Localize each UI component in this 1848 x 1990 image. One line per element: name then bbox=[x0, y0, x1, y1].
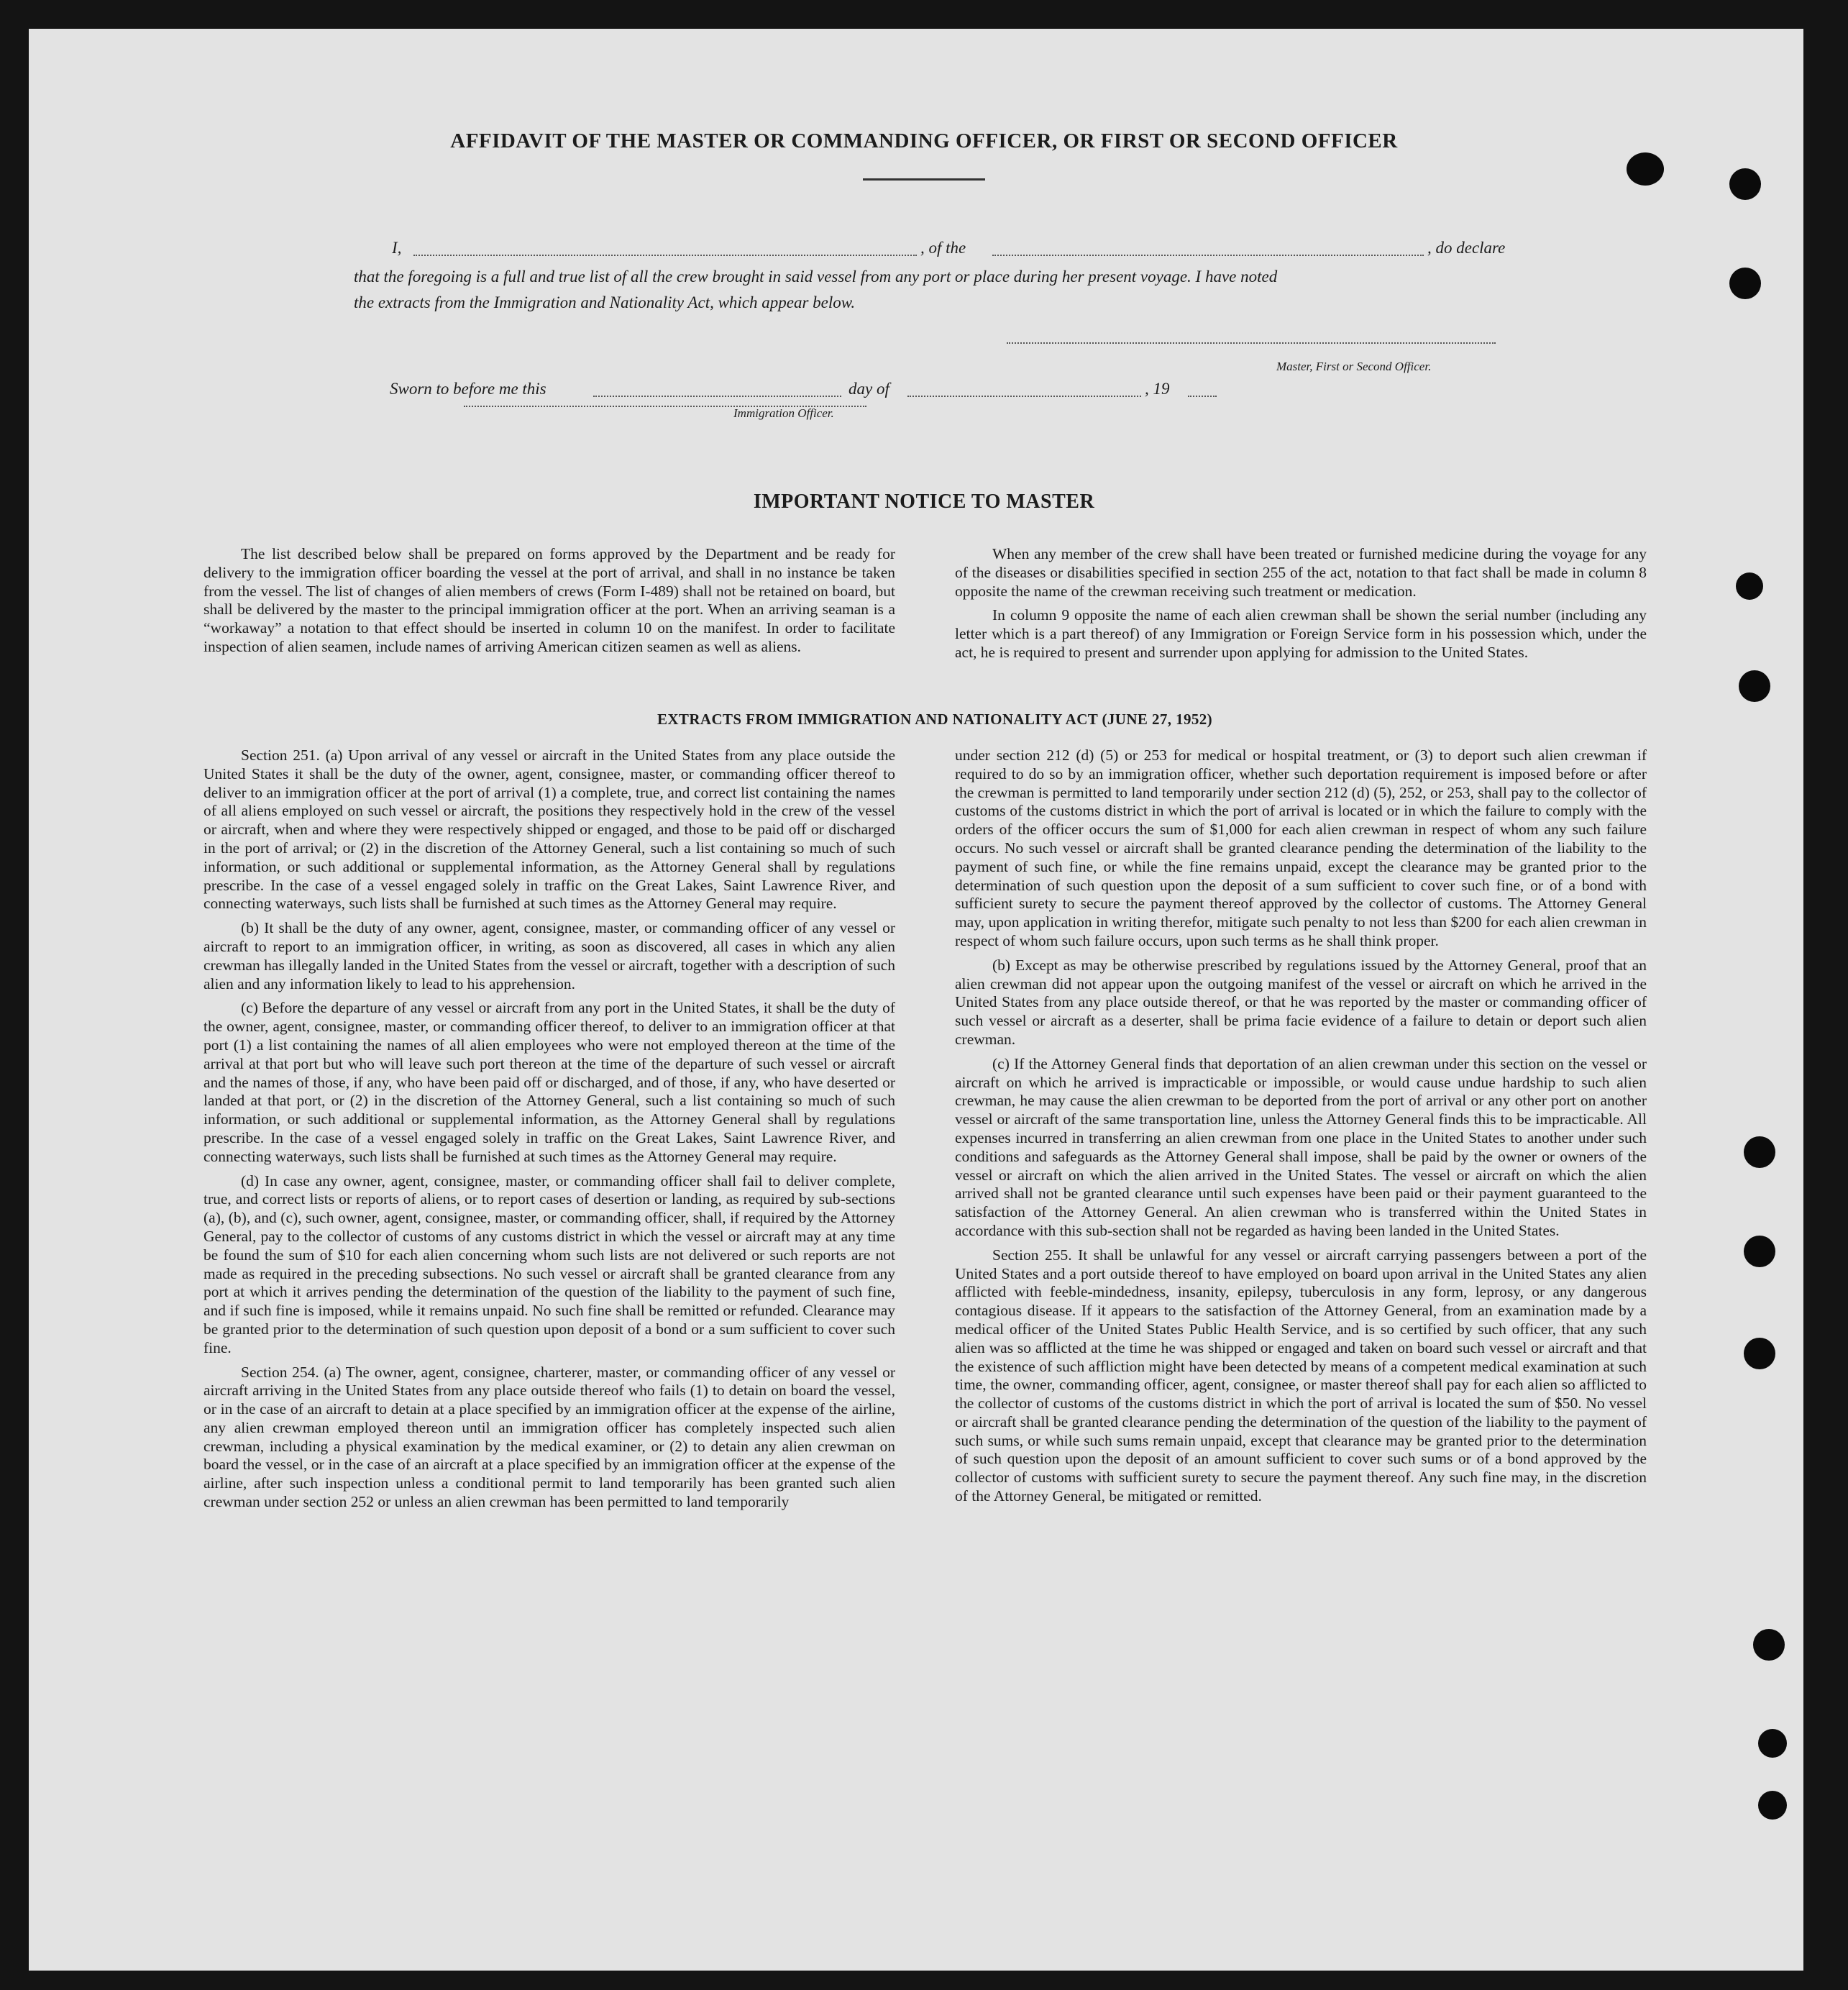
day-of-label: day of bbox=[848, 380, 889, 398]
section-254-c: (c) If the Attorney General finds that deportation of an alien crewman under this section on the vessel or aircraft on which he arrived is impracticable or impossible, or would cause undue hardship to such alien crewman, he may cause the alien crewman to be deported from the port of arrival or any other port on another vessel or aircraft of the same transportation line, unless the Attorney General finds this to be impracticable. All expenses incurred in transferring an alien crewman from one place in the United States to another under such conditions and safeguards as the Attorney General shall impose, shall be paid by the owner or owners of the vessel or aircraft on which the alien arrived in the United States. The vessel or aircraft on which the alien arrived shall not be granted clearance until such expenses have been paid or their payment guaranteed to the satisfaction of the Attorney General. An alien crewman who is transferred within the United States in accordance with this sub-section shall not be regarded as having been landed in the United States. bbox=[955, 1054, 1647, 1239]
sworn-day-blank[interactable] bbox=[593, 383, 841, 397]
notice-right-paragraph-2: In column 9 opposite the name of each alien crewman shall be shown the serial number (including any letter which is a part thereof) of any Immigration or Foreign Service form in his possession which, under the act, he is required to present and surrender upon applying for admission to the United States. bbox=[955, 606, 1647, 661]
declaration-text-2: the extracts from the Immigration and Nationality Act, which appear below. bbox=[354, 293, 856, 311]
vessel-blank[interactable] bbox=[992, 242, 1424, 256]
notice-heading: IMPORTANT NOTICE TO MASTER bbox=[753, 490, 1095, 513]
section-254-a: Section 254. (a) The owner, agent, consignee, charterer, master, or commanding officer of any vessel or aircraft arriving in the United States from any place outside thereof who fails (1) to detain on board the vessel, or in the case of an aircraft to detain at a place specified by an immigration officer at the expense of the airline, any alien crewman employed thereon until an immigration officer has completely inspected such alien crewman, including a physical examination by the medical examiner, or (2) to detain any alien crewman on board the vessel, or in the case of an aircraft at a place specified by an immigration officer at the expense of the airline, after such inspection unless a conditional permit to land temporarily has been granted such alien crewman under section 252 or unless an alien crewman has been permitted to land temporarily bbox=[203, 1363, 895, 1511]
year-blank[interactable] bbox=[1188, 383, 1217, 397]
section-254-b: (b) Except as may be otherwise prescribed by regulations issued by the Attorney General, proof that an alien crewman did not appear upon the outgoing manifest of the vessel or aircraft on which he arrived in the United States from any place outside thereof, or that he was reported by the master or commanding officer of such vessel or aircraft as a deserter, shall be prima facie evidence of a failure to detain or deport such alien crewman. bbox=[955, 956, 1647, 1048]
punch-hole bbox=[1744, 1236, 1775, 1267]
section-251-c: (c) Before the departure of any vessel or aircraft from any port in the United States, it shall be the duty of the owner, agent, consignee, master, or commanding officer thereof, to deliver to an immigration officer at that port (1) a list containing the names of all alien employees who were not employed thereon at the time of the arrival at that port but who will leave such port thereon at the time of the departure of such vessel or aircraft and the names of those, if any, who have been paid off or discharged, and of those, if any, who have deserted or landed at that port, or (2) in the discretion of the Attorney General, such a list containing so much of such information, or such additional or supplemental information, as the Attorney General shall by regulations prescribe. In the case of a vessel engaged solely in traffic on the Great Lakes, Saint Lawrence River, and connecting waterways, such lists shall be furnished at such times as the Attorney General may require. bbox=[203, 999, 895, 1165]
punch-hole bbox=[1729, 168, 1761, 200]
affidavit-title: AFFIDAVIT OF THE MASTER OR COMMANDING OFFICER, OR FIRST OR SECOND OFFICER bbox=[450, 129, 1398, 152]
section-251-a: Section 251. (a) Upon arrival of any vessel or aircraft in the United States from any place outside the United States it shall be the duty of the owner, agent, consignee, master, or commanding officer thereof to deliver to an immigration officer at the port of arrival (1) a complete, true, and correct list containing the names of all aliens employed on such vessel or aircraft, the positions they respectively hold in the crew of the vessel or aircraft, when and where they were respectively shipped or engaged, and those to be paid off or discharged in the port of arrival; or (2) in the discretion of the Attorney General, such a list containing so much of such information, or such additional or supplemental information, as the Attorney General shall by regulations prescribe. In the case of a vessel engaged solely in traffic on the Great Lakes, Saint Lawrence River, and connecting waterways, such lists shall be furnished at such times as the Attorney General may require. bbox=[203, 747, 895, 913]
name-blank[interactable] bbox=[413, 242, 917, 256]
punch-hole bbox=[1736, 572, 1763, 600]
punch-hole bbox=[1753, 1629, 1785, 1661]
punch-hole bbox=[1758, 1791, 1787, 1820]
master-caption: Master, First or Second Officer. bbox=[1276, 360, 1432, 373]
master-signature-line[interactable] bbox=[1007, 338, 1496, 344]
extracts-heading: EXTRACTS FROM IMMIGRATION AND NATIONALITY ACT (JUNE 27, 1952) bbox=[657, 711, 1213, 728]
notice-right-column bbox=[955, 545, 1647, 668]
section-251-b: (b) It shall be the duty of any owner, agent, consignee, master, or commanding officer of any vessel or aircraft to report to an immigration officer, in writing, as soon as discovered, all cases in which any alien crewman has illegally landed in the United States from the vessel or aircraft, together with a description of such alien and any information likely to lead to his apprehension. bbox=[203, 919, 895, 992]
punch-hole bbox=[1627, 152, 1664, 186]
punch-hole bbox=[1739, 670, 1770, 702]
notice-right-paragraph-1: When any member of the crew shall have been treated or furnished medicine during the voyage for any of the diseases or disabilities specified in section 255 of the act, notation to that fact shall be made in column 8 opposite the name of the crewman receiving such treatment or medication. bbox=[955, 545, 1647, 600]
declaration-text-1: that the foregoing is a full and true list of all the crew brought in said vessel from any port or place during her present voyage. I have noted bbox=[354, 268, 1278, 286]
punch-hole bbox=[1744, 1136, 1775, 1168]
declare-of-the: , of the bbox=[920, 239, 966, 257]
title-rule bbox=[863, 178, 985, 181]
punch-hole bbox=[1758, 1729, 1787, 1758]
officer-caption: Immigration Officer. bbox=[733, 406, 834, 420]
extracts-right-column bbox=[955, 747, 1647, 1512]
punch-hole bbox=[1744, 1338, 1775, 1369]
month-blank[interactable] bbox=[907, 383, 1141, 397]
notice-left-column bbox=[203, 545, 895, 662]
extracts-left-column bbox=[203, 747, 895, 1517]
section-254-a-continued: under section 212 (d) (5) or 253 for medical or hospital treatment, or (3) to deport such alien crewman if required to do so by an immigration officer, whether such deportation requirement is imposed before or after the crewman is permitted to land temporarily under section 212 (d) (5), 252, or 253, shall pay to the collector of customs of the customs district in which the port of arrival is located or in which the failure to comply with the orders of the officer occurs the sum of $1,000 for each alien crewman in respect of whom any such failure occurs. No such vessel or aircraft shall be granted clearance pending the determination of the liability to the payment of such fine, or while the fine remains unpaid, except the clearance may be granted prior to the determination of such question upon the deposit of a sum sufficient to cover such fine, or of a bond with sufficient surety to secure the payment thereof approved by the collector of customs. The Attorney General may, upon application in writing therefor, mitigate such penalty to not less than $200 for each alien crewman in respect of whom such failure occurs, upon such terms as he shall think proper. bbox=[955, 747, 1647, 949]
year-label: , 19 bbox=[1145, 380, 1170, 398]
document-page bbox=[29, 29, 1803, 1971]
sworn-label: Sworn to before me this bbox=[390, 380, 546, 398]
declare-do-declare: , do declare bbox=[1427, 239, 1506, 257]
declare-i: I, bbox=[392, 239, 402, 257]
punch-hole bbox=[1729, 268, 1761, 299]
notice-left-paragraph: The list described below shall be prepared on forms approved by the Department and be ready for delivery to the immigration officer boarding the vessel at the port of arrival, and shall in no instance be taken from the vessel. The list of changes of alien members of crews (Form I-489) shall not be retained on board, but shall be delivered by the master to the principal immigration officer at the port. When an arriving seaman is a “workaway” a notation to that effect should be inserted in column 10 on the manifest. In order to facilitate inspection of alien seamen, include names of arriving American citizen seamen as well as aliens. bbox=[203, 545, 895, 655]
section-255: Section 255. It shall be unlawful for any vessel or aircraft carrying passengers between a port of the United States and a port outside thereof to have employed on board upon arrival in the United States any alien afflicted with feeble-mindedness, insanity, epilepsy, tuberculosis in any form, leprosy, or any dangerous contagious disease. If it appears to the satisfaction of the Attorney General, from an examination made by a medical officer of the United States Public Health Service, and is so certified by such officer, that any such alien was so afflicted at the time he was shipped or engaged and taken on board such vessel or aircraft and that the existence of such affliction might have been detected by means of a competent medical examination at such time, the owner, commanding officer, agent, consignee, or master thereof shall pay for each alien so afflicted to the collector of customs of the customs district in which the port of arrival is located the sum of $50. No vessel or aircraft shall be granted clearance pending the determination of the question of the liability to the payment of such sums, or while such sums remain unpaid, except that clearance may be granted prior to the determination of such question upon the deposit of an amount sufficient to cover such sums or of a bond approved by the collector of customs with sufficient surety to secure the payment thereof. Any such fine may, in the discretion of the Attorney General, be mitigated or remitted. bbox=[955, 1246, 1647, 1505]
section-251-d: (d) In case any owner, agent, consignee, master, or commanding officer shall fail to deliver complete, true, and correct lists or reports of aliens, or to report cases of desertion or landing, as required by sub-sections (a), (b), and (c), such owner, agent, consignee, master, or commanding officer, shall, if required by the Attorney General, pay to the collector of customs of any customs district in which the vessel or aircraft may at any time be found the sum of $10 for each alien concerning whom such lists are not delivered or such reports are not made as required in the preceding subsections. No such vessel or aircraft shall be granted clearance from any port at which it arrives pending the determination of the question of the liability to the payment of such fine, and if such fine is imposed, while it remains unpaid. No such fine shall be remitted or refunded. Clearance may be granted prior to the determination of such question upon deposit of a bond or a sum sufficient to cover such fine. bbox=[203, 1172, 895, 1356]
